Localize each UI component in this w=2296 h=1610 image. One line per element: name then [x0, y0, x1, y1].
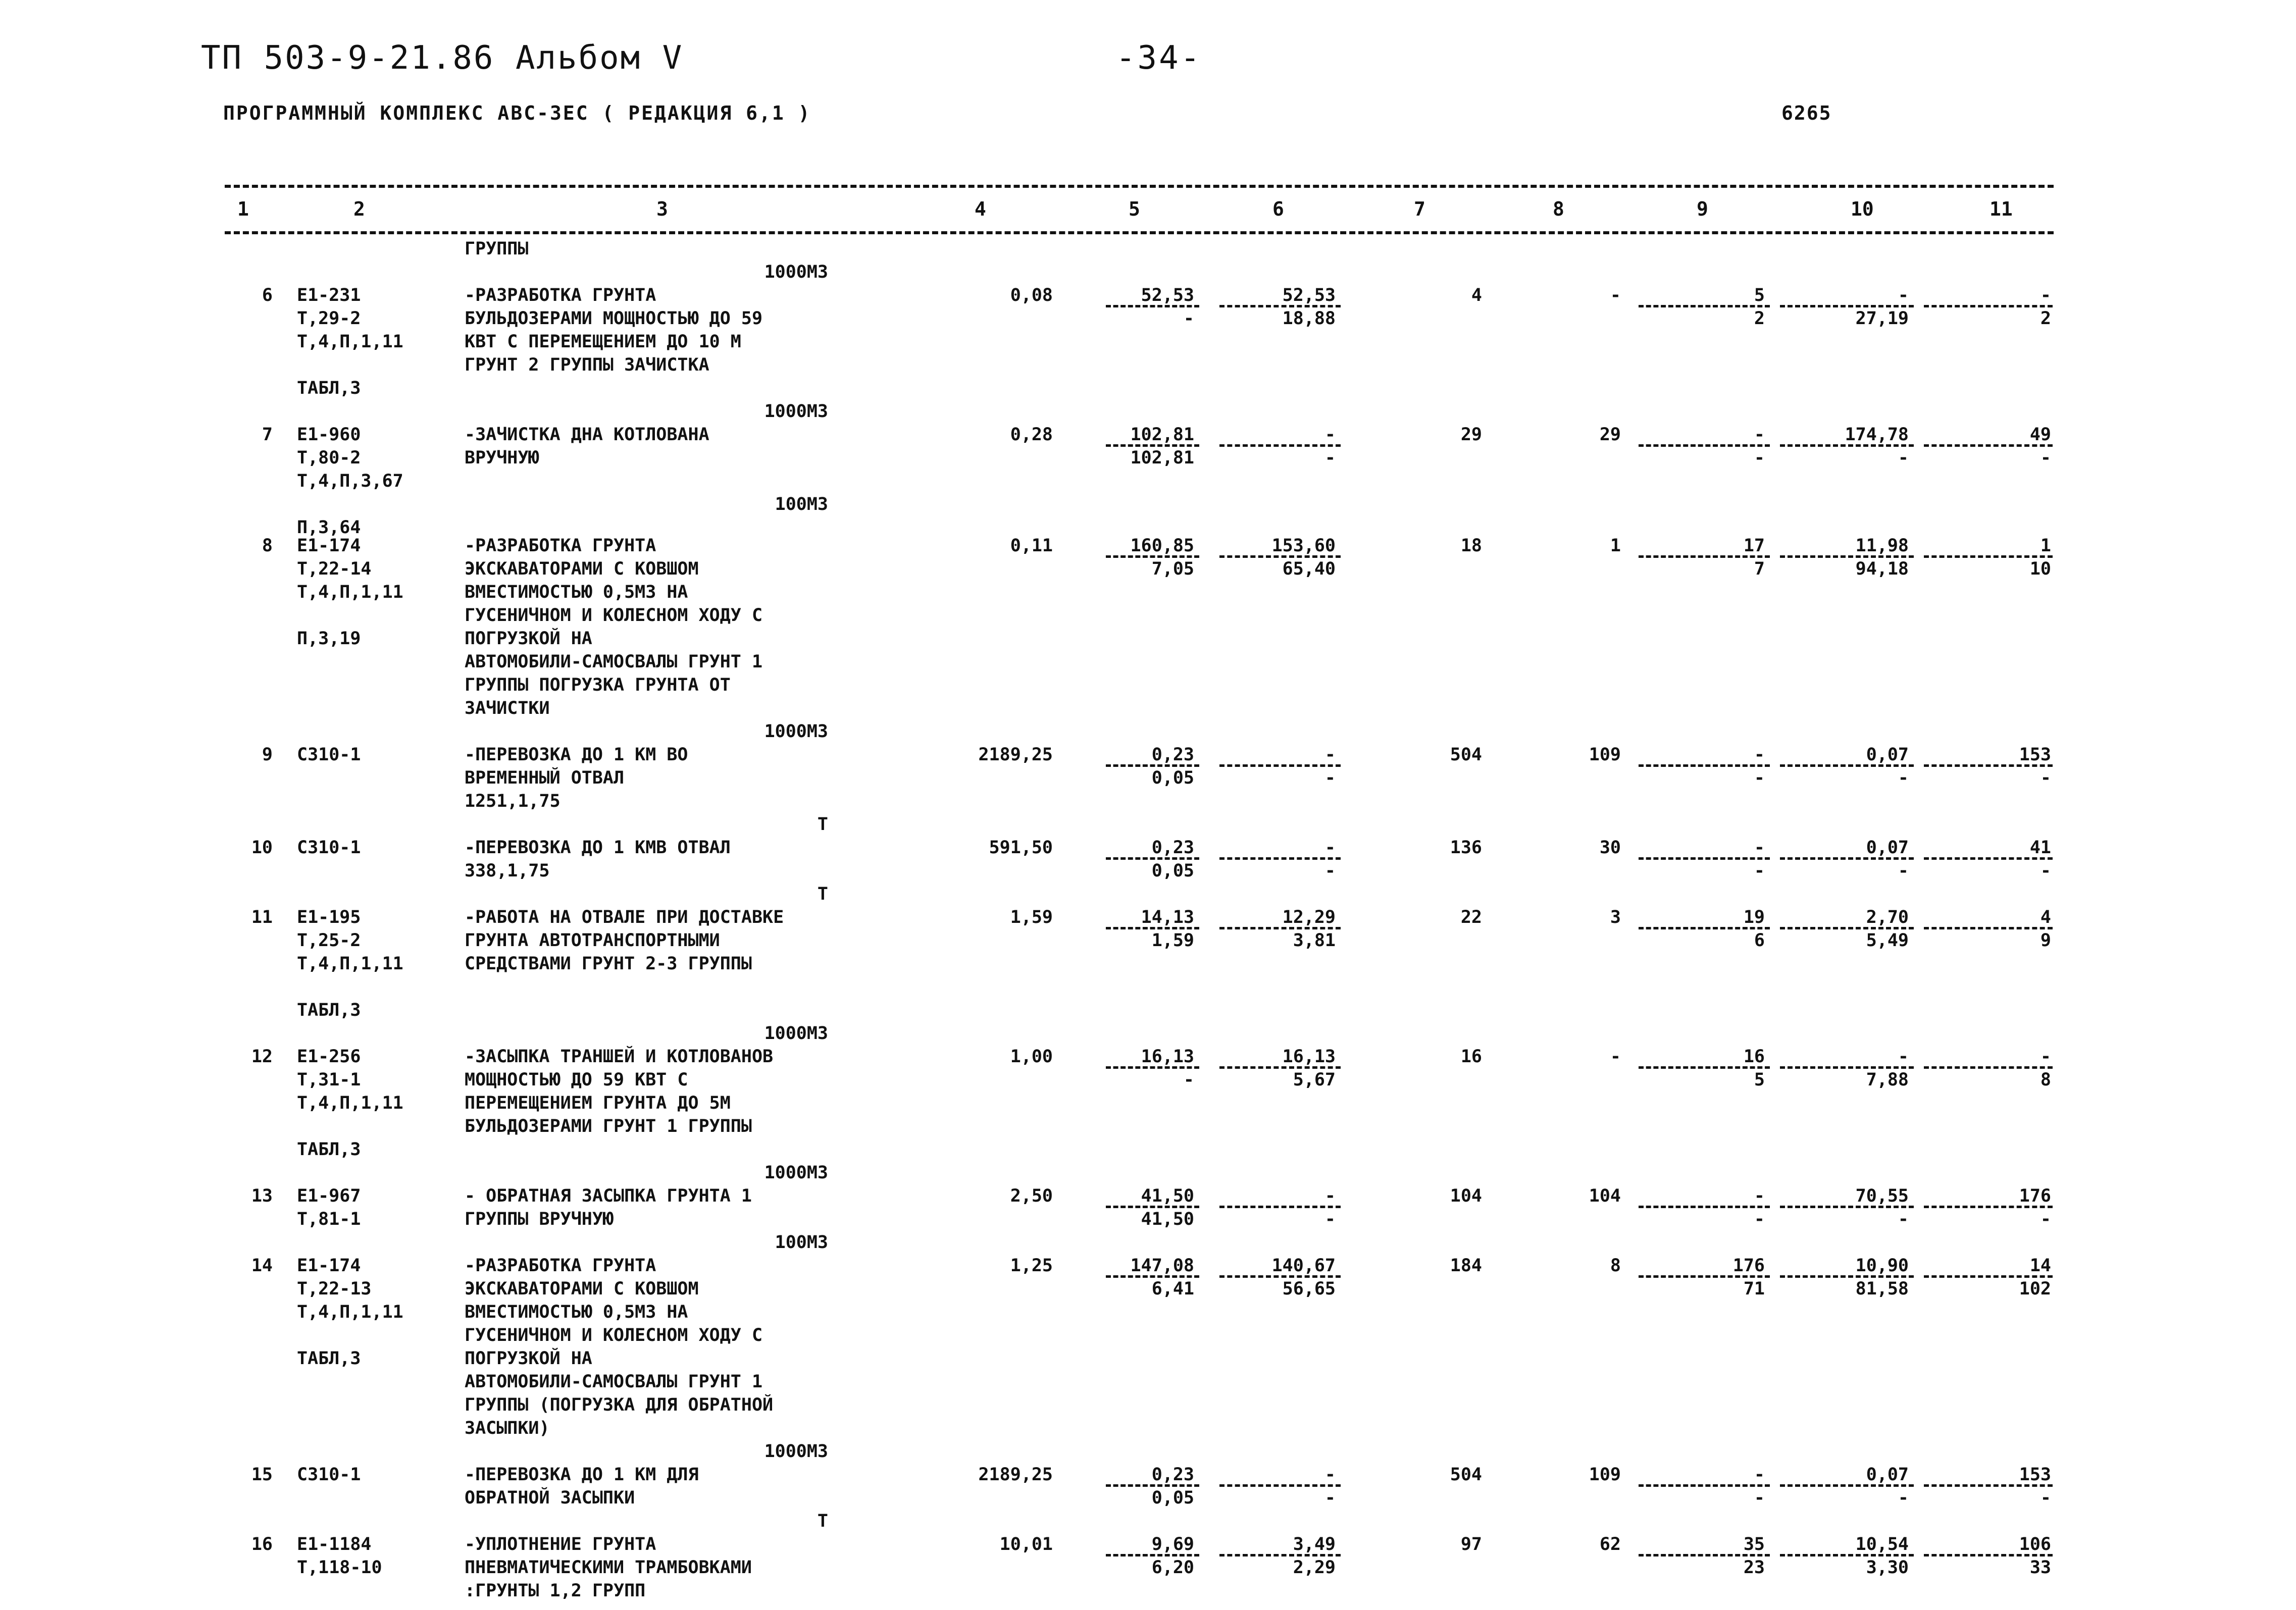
row-number: 14 — [251, 1256, 273, 1276]
total-value: 1 — [2040, 536, 2051, 556]
work-description: ЭКСКАВАТОРАМИ С КОВШОМ — [465, 559, 699, 579]
cost-value: 16,13 — [1282, 1047, 1336, 1067]
total-value: 70,55 — [1855, 1186, 1909, 1206]
work-description: ВРУЧНУЮ — [465, 448, 539, 468]
total-value: 153 — [2019, 745, 2051, 765]
cost-value: 52,53 — [1141, 285, 1194, 305]
cost-value: 0,05 — [1151, 861, 1194, 881]
total-value: 5 — [1754, 285, 1765, 305]
work-code: Т,4,П,1,11 — [297, 582, 403, 602]
column-number: 6 — [1272, 198, 1284, 220]
work-code: Т,4,П,3,67 — [297, 471, 403, 491]
row-number: 16 — [251, 1534, 273, 1554]
total-value: 0,07 — [1866, 1465, 1909, 1485]
total-value: - — [2040, 1209, 2051, 1229]
cost-value: 6,41 — [1151, 1279, 1194, 1299]
work-description: СРЕДСТВАМИ ГРУНТ 2-3 ГРУППЫ — [465, 954, 752, 974]
cost-value: 2,29 — [1293, 1557, 1336, 1578]
cell-divider — [1924, 444, 2053, 447]
cell-divider — [1219, 764, 1341, 767]
work-description: ВМЕСТИМОСТЬЮ 0,5М3 НА — [465, 1302, 688, 1322]
work-code: Е1-174 — [297, 1256, 361, 1276]
cost-value: 0,23 — [1151, 745, 1194, 765]
column-number: 2 — [353, 198, 365, 220]
total-value: 104 — [1450, 1186, 1482, 1206]
cost-value: 147,08 — [1130, 1256, 1194, 1276]
total-value: 2 — [2040, 308, 2051, 329]
work-description: ЭКСКАВАТОРАМИ С КОВШОМ — [465, 1279, 699, 1299]
quantity-value: 2189,25 — [978, 745, 1053, 765]
cost-value: 0,23 — [1151, 1465, 1194, 1485]
cell-divider — [1924, 1066, 2053, 1069]
cell-divider — [1219, 444, 1341, 447]
cost-value: 41,50 — [1141, 1186, 1194, 1206]
cell-divider — [1639, 764, 1770, 767]
header-bottom-rule — [225, 231, 2054, 234]
continuation-text: ГРУППЫ — [465, 239, 529, 259]
total-value: - — [1754, 425, 1765, 445]
work-code: ТАБЛ,3 — [297, 1348, 361, 1369]
total-value: 30 — [1599, 838, 1621, 858]
total-value: - — [1754, 1488, 1765, 1508]
cell-divider — [1780, 1484, 1914, 1487]
total-value: 2,70 — [1866, 907, 1909, 927]
cell-divider — [1780, 444, 1914, 447]
total-value: - — [2040, 861, 2051, 881]
total-value: 3,30 — [1866, 1557, 1909, 1578]
work-description: ГУСЕНИЧНОМ И КОЛЕСНОМ ХОДУ С — [465, 1325, 763, 1345]
quantity-value: 1,25 — [1010, 1256, 1053, 1276]
work-description: ВМЕСТИМОСТЬЮ 0,5М3 НА — [465, 582, 688, 602]
work-description: 338,1,75 — [465, 861, 550, 881]
column-number: 3 — [656, 198, 668, 220]
cost-value: 52,53 — [1282, 285, 1336, 305]
total-value: - — [1754, 861, 1765, 881]
work-code: Т,81-1 — [297, 1209, 361, 1229]
total-value: 71 — [1743, 1279, 1765, 1299]
cost-value: 0,05 — [1151, 1488, 1194, 1508]
cost-value: - — [1324, 745, 1336, 765]
total-value: 11,98 — [1855, 536, 1909, 556]
total-value: - — [1754, 448, 1765, 468]
total-value: 41 — [2029, 838, 2051, 858]
work-description: ОБРАТНОЙ ЗАСЫПКИ — [465, 1488, 635, 1508]
cell-divider — [1639, 444, 1770, 447]
cost-value: - — [1324, 425, 1336, 445]
work-description: -ПЕРЕВОЗКА ДО 1 КМ ДЛЯ — [465, 1465, 699, 1485]
unit-label: 100М3 — [775, 494, 828, 514]
work-code: Е1-960 — [297, 425, 361, 445]
work-description: КВТ С ПЕРЕМЕЩЕНИЕМ ДО 10 М — [465, 332, 741, 352]
column-number: 4 — [975, 198, 986, 220]
row-number: 12 — [251, 1047, 273, 1067]
total-value: 104 — [1589, 1186, 1621, 1206]
total-value: 9 — [2040, 930, 2051, 951]
total-value: 10 — [2029, 559, 2051, 579]
total-value: - — [1610, 1047, 1621, 1067]
unit-label: 1000М3 — [764, 1163, 828, 1183]
work-description: -РАЗРАБОТКА ГРУНТА — [465, 285, 656, 305]
cost-value: 3,49 — [1293, 1534, 1336, 1554]
total-value: 10,54 — [1855, 1534, 1909, 1554]
total-value: 2 — [1754, 308, 1765, 329]
work-description: МОЩНОСТЬЮ ДО 59 КВТ С — [465, 1070, 688, 1090]
work-description: -ПЕРЕВОЗКА ДО 1 КМ ВО — [465, 745, 688, 765]
cost-value: - — [1183, 308, 1194, 329]
work-code: Т,4,П,1,11 — [297, 954, 403, 974]
work-description: БУЛЬДОЗЕРАМИ ГРУНТ 1 ГРУППЫ — [465, 1116, 752, 1136]
column-number: 9 — [1697, 198, 1708, 220]
quantity-value: 2189,25 — [978, 1465, 1053, 1485]
work-description: ПНЕВМАТИЧЕСКИМИ ТРАМБОВКАМИ — [465, 1557, 752, 1578]
total-value: 29 — [1460, 425, 1482, 445]
total-value: - — [1898, 448, 1909, 468]
row-number: 15 — [251, 1465, 273, 1485]
work-code: Т,4,П,1,11 — [297, 1093, 403, 1113]
work-description: -РАБОТА НА ОТВАЛЕ ПРИ ДОСТАВКЕ — [465, 907, 784, 927]
total-value: 0,07 — [1866, 838, 1909, 858]
total-value: - — [1754, 1186, 1765, 1206]
cost-value: 0,05 — [1151, 768, 1194, 788]
work-code: С310-1 — [297, 1465, 361, 1485]
work-code: Т,22-14 — [297, 559, 372, 579]
total-value: 5 — [1754, 1070, 1765, 1090]
total-value: - — [1898, 861, 1909, 881]
cost-value: 160,85 — [1130, 536, 1194, 556]
total-value: 18 — [1460, 536, 1482, 556]
total-value: 10,90 — [1855, 1256, 1909, 1276]
row-number: 11 — [251, 907, 273, 927]
work-code: Т,4,П,1,11 — [297, 1302, 403, 1322]
work-code: ТАБЛ,3 — [297, 1139, 361, 1160]
total-value: 0,07 — [1866, 745, 1909, 765]
cost-value: 0,23 — [1151, 838, 1194, 858]
cell-divider — [1219, 1206, 1341, 1208]
work-description: -РАЗРАБОТКА ГРУНТА — [465, 1256, 656, 1276]
cost-value: - — [1324, 838, 1336, 858]
total-value: 17 — [1743, 536, 1765, 556]
work-code: Т,80-2 — [297, 448, 361, 468]
total-value: 109 — [1589, 1465, 1621, 1485]
total-value: - — [1898, 1209, 1909, 1229]
cost-value: 18,88 — [1282, 308, 1336, 329]
column-number: 8 — [1553, 198, 1564, 220]
cell-divider — [1639, 1206, 1770, 1208]
total-value: - — [1898, 285, 1909, 305]
total-value: 3 — [1610, 907, 1621, 927]
total-value: 19 — [1743, 907, 1765, 927]
total-value: 16 — [1743, 1047, 1765, 1067]
cost-value: 102,81 — [1130, 425, 1194, 445]
total-value: 176 — [2019, 1186, 2051, 1206]
work-code: С310-1 — [297, 745, 361, 765]
cell-divider — [1639, 927, 1770, 929]
cost-value: 140,67 — [1271, 1256, 1336, 1276]
document-code: 6265 — [1781, 102, 1832, 124]
quantity-value: 10,01 — [999, 1534, 1053, 1554]
unit-label: 100М3 — [775, 1232, 828, 1253]
total-value: 35 — [1743, 1534, 1765, 1554]
work-description: -РАЗРАБОТКА ГРУНТА — [465, 536, 656, 556]
row-number: 6 — [262, 285, 273, 305]
work-description: АВТОМОБИЛИ-САМОСВАЛЫ ГРУНТ 1 — [465, 652, 763, 672]
work-description: -ЗАСЫПКА ТРАНШЕЙ И КОТЛОВАНОВ — [465, 1047, 774, 1067]
total-value: 1 — [1610, 536, 1621, 556]
work-description: ПЕРЕМЕЩЕНИЕМ ГРУНТА ДО 5М — [465, 1093, 731, 1113]
cell-divider — [1639, 305, 1770, 307]
quantity-value: 1,59 — [1010, 907, 1053, 927]
total-value: 94,18 — [1855, 559, 1909, 579]
program-subtitle: ПРОГРАММНЫЙ КОМПЛЕКС АВС-3ЕС ( РЕДАКЦИЯ 6,1 ) — [223, 102, 811, 124]
work-code: Е1-1184 — [297, 1534, 372, 1554]
work-description: ЗАЧИСТКИ — [465, 698, 550, 718]
column-number-row — [0, 198, 2296, 223]
cell-divider — [1639, 555, 1770, 558]
total-value: 8 — [2040, 1070, 2051, 1090]
work-description: :ГРУНТЫ 1,2 ГРУПП — [465, 1581, 646, 1601]
work-code: Т,25-2 — [297, 930, 361, 951]
work-code: П,3,19 — [297, 629, 361, 649]
row-number: 7 — [262, 425, 273, 445]
total-value: - — [1754, 745, 1765, 765]
cost-value: 102,81 — [1130, 448, 1194, 468]
total-value: - — [1898, 1488, 1909, 1508]
cost-value: 41,50 — [1141, 1209, 1194, 1229]
total-value: 504 — [1450, 1465, 1482, 1485]
total-value: - — [1754, 1209, 1765, 1229]
work-description: 1251,1,75 — [465, 791, 560, 811]
estimate-table — [0, 237, 2296, 1600]
cell-divider — [1219, 1484, 1341, 1487]
unit-label: Т — [817, 1511, 828, 1531]
total-value: - — [2040, 1488, 2051, 1508]
quantity-value: 1,00 — [1010, 1047, 1053, 1067]
unit-label: 1000М3 — [764, 721, 828, 742]
cell-divider — [1924, 1206, 2053, 1208]
work-description: БУЛЬДОЗЕРАМИ МОЩНОСТЬЮ ДО 59 — [465, 308, 763, 329]
total-value: - — [1754, 838, 1765, 858]
document-id: ТП 503-9-21.86 Альбом V — [201, 39, 684, 77]
total-value: 174,78 — [1845, 425, 1909, 445]
cost-value: 56,65 — [1282, 1279, 1336, 1299]
work-code: Е1-174 — [297, 536, 361, 556]
work-description: ВРЕМЕННЫЙ ОТВАЛ — [465, 768, 625, 788]
cell-divider — [1924, 857, 2053, 860]
total-value: 109 — [1589, 745, 1621, 765]
work-code: ТАБЛ,3 — [297, 1000, 361, 1020]
quantity-value: 591,50 — [989, 838, 1053, 858]
work-description: ЗАСЫПКИ) — [465, 1418, 550, 1438]
cost-value: - — [1183, 1070, 1194, 1090]
cost-value: - — [1324, 861, 1336, 881]
work-description: - ОБРАТНАЯ ЗАСЫПКА ГРУНТА 1 — [465, 1186, 752, 1206]
total-value: 102 — [2019, 1279, 2051, 1299]
unit-label: 1000М3 — [764, 1441, 828, 1462]
total-value: - — [2040, 448, 2051, 468]
work-description: ГРУНТ 2 ГРУППЫ ЗАЧИСТКА — [465, 355, 709, 375]
unit-label: 1000М3 — [764, 401, 828, 422]
total-value: - — [1610, 285, 1621, 305]
unit-label: 1000М3 — [764, 1023, 828, 1044]
quantity-value: 0,11 — [1010, 536, 1053, 556]
total-value: 4 — [1471, 285, 1482, 305]
work-code: П,3,64 — [297, 517, 361, 538]
cost-value: - — [1324, 1488, 1336, 1508]
cost-value: 12,29 — [1282, 907, 1336, 927]
total-value: - — [2040, 285, 2051, 305]
cost-value: 9,69 — [1151, 1534, 1194, 1554]
total-value: 176 — [1732, 1256, 1765, 1276]
total-value: 504 — [1450, 745, 1482, 765]
cell-divider — [1780, 1206, 1914, 1208]
total-value: - — [1754, 768, 1765, 788]
column-number: 7 — [1414, 198, 1425, 220]
work-code: Е1-967 — [297, 1186, 361, 1206]
work-description: -УПЛОТНЕНИЕ ГРУНТА — [465, 1534, 656, 1554]
total-value: 49 — [2029, 425, 2051, 445]
work-description: ПОГРУЗКОЙ НА — [465, 629, 592, 649]
page-number: -34- — [1116, 39, 1202, 77]
total-value: 6 — [1754, 930, 1765, 951]
cell-divider — [1924, 1484, 2053, 1487]
cost-value: 16,13 — [1141, 1047, 1194, 1067]
cost-value: 14,13 — [1141, 907, 1194, 927]
total-value: - — [2040, 768, 2051, 788]
cost-value: - — [1324, 1465, 1336, 1485]
work-code: Т,29-2 — [297, 308, 361, 329]
cell-divider — [1924, 305, 2053, 307]
work-description: ГРУППЫ (ПОГРУЗКА ДЛЯ ОБРАТНОЙ — [465, 1395, 774, 1415]
total-value: 7,88 — [1866, 1070, 1909, 1090]
total-value: 97 — [1460, 1534, 1482, 1554]
work-code: Т,118-10 — [297, 1557, 382, 1578]
cost-value: 5,67 — [1293, 1070, 1336, 1090]
column-number: 11 — [1989, 198, 2013, 220]
row-number: 9 — [262, 745, 273, 765]
total-value: 33 — [2029, 1557, 2051, 1578]
unit-label: Т — [817, 814, 828, 835]
cost-value: - — [1324, 1186, 1336, 1206]
cell-divider — [1780, 857, 1914, 860]
total-value: 184 — [1450, 1256, 1482, 1276]
total-value: 106 — [2019, 1534, 2051, 1554]
total-value: - — [1754, 1465, 1765, 1485]
cost-value: 65,40 — [1282, 559, 1336, 579]
cell-divider — [1219, 857, 1341, 860]
cost-value: - — [1324, 448, 1336, 468]
total-value: 27,19 — [1855, 308, 1909, 329]
work-code: Е1-256 — [297, 1047, 361, 1067]
cost-value: 7,05 — [1151, 559, 1194, 579]
work-code: Т,31-1 — [297, 1070, 361, 1090]
total-value: - — [1898, 768, 1909, 788]
quantity-value: 0,28 — [1010, 425, 1053, 445]
quantity-value: 0,08 — [1010, 285, 1053, 305]
cost-value: 6,20 — [1151, 1557, 1194, 1578]
cell-divider — [1924, 764, 2053, 767]
cost-value: 153,60 — [1271, 536, 1336, 556]
work-code: Е1-231 — [297, 285, 361, 305]
cost-value: - — [1324, 1209, 1336, 1229]
row-number: 8 — [262, 536, 273, 556]
work-description: АВТОМОБИЛИ-САМОСВАЛЫ ГРУНТ 1 — [465, 1372, 763, 1392]
total-value: 153 — [2019, 1465, 2051, 1485]
total-value: 62 — [1599, 1534, 1621, 1554]
total-value: 29 — [1599, 425, 1621, 445]
work-code: ТАБЛ,3 — [297, 378, 361, 398]
work-description: ГРУППЫ ПОГРУЗКА ГРУНТА ОТ — [465, 675, 731, 695]
total-value: - — [1898, 1047, 1909, 1067]
work-code: С310-1 — [297, 838, 361, 858]
cell-divider — [1924, 927, 2053, 929]
total-value: - — [2040, 1047, 2051, 1067]
unit-label: 1000М3 — [764, 262, 828, 282]
quantity-value: 2,50 — [1010, 1186, 1053, 1206]
cell-divider — [1639, 857, 1770, 860]
total-value: 4 — [2040, 907, 2051, 927]
cost-value: 1,59 — [1151, 930, 1194, 951]
row-number: 13 — [251, 1186, 273, 1206]
work-description: ГУСЕНИЧНОМ И КОЛЕСНОМ ХОДУ С — [465, 605, 763, 626]
total-value: 14 — [2029, 1256, 2051, 1276]
total-value: 22 — [1460, 907, 1482, 927]
unit-label: Т — [817, 884, 828, 904]
total-value: 81,58 — [1855, 1279, 1909, 1299]
work-code: Т,4,П,1,11 — [297, 332, 403, 352]
column-number: 1 — [237, 198, 249, 220]
column-number: 5 — [1129, 198, 1140, 220]
row-number: 10 — [251, 838, 273, 858]
cell-divider — [1780, 764, 1914, 767]
work-description: -ЗАЧИСТКА ДНА КОТЛОВАНА — [465, 425, 709, 445]
total-value: 7 — [1754, 559, 1765, 579]
total-value: 16 — [1460, 1047, 1482, 1067]
total-value: 8 — [1610, 1256, 1621, 1276]
total-value: 5,49 — [1866, 930, 1909, 951]
total-value: 136 — [1450, 838, 1482, 858]
work-description: ПОГРУЗКОЙ НА — [465, 1348, 592, 1369]
cell-divider — [1639, 1066, 1770, 1069]
work-description: -ПЕРЕВОЗКА ДО 1 КМВ ОТВАЛ — [465, 838, 731, 858]
work-description: ГРУНТА АВТОТРАНСПОРТНЫМИ — [465, 930, 720, 951]
work-code: Е1-195 — [297, 907, 361, 927]
top-rule — [225, 185, 2054, 188]
cell-divider — [1639, 1484, 1770, 1487]
work-code: Т,22-13 — [297, 1279, 372, 1299]
work-description: ГРУППЫ ВРУЧНУЮ — [465, 1209, 614, 1229]
cost-value: 3,81 — [1293, 930, 1336, 951]
column-number: 10 — [1851, 198, 1874, 220]
cost-value: - — [1324, 768, 1336, 788]
total-value: 23 — [1743, 1557, 1765, 1578]
